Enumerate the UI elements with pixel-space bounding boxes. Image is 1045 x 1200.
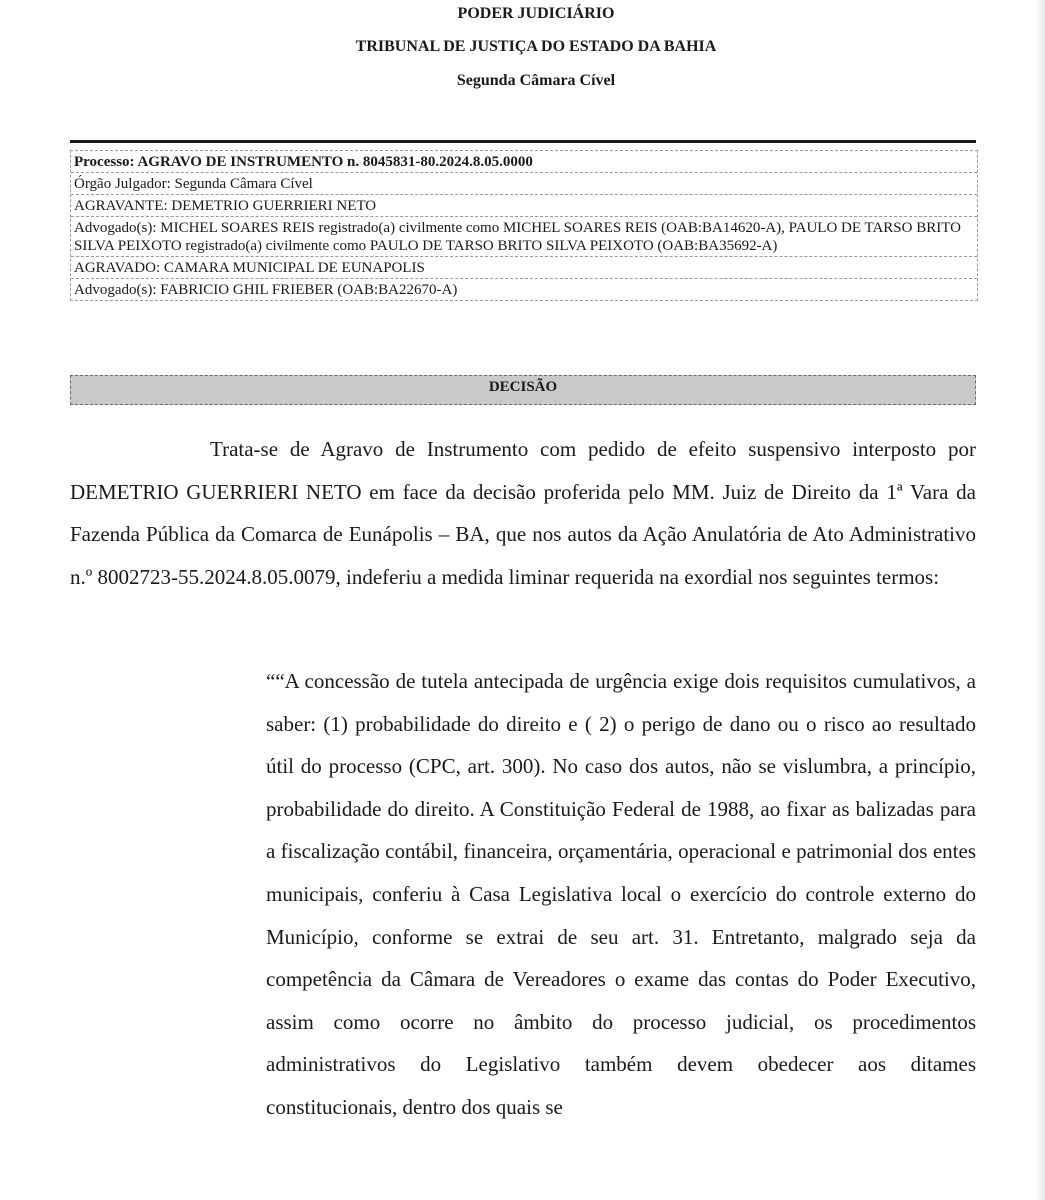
decision-paragraph: Trata-se de Agravo de Instrumento com pedido de efeito suspensivo interposto por DEMETRIO GUERRIERI NETO em face da decisão proferida pelo MM. Juiz de Direito da 1ª Vara da Fazenda Pública da Comarca de Eunápolis – BA, que nos autos da Ação Anulatória de Ato Administrativo n.º 8002723-55.2024.8.05.0079, indeferiu a medida liminar requerida na exordial nos seguintes termos: bbox=[70, 437, 976, 589]
case-number: Processo: AGRAVO DE INSTRUMENTO n. 8045831-80.2024.8.05.0000 bbox=[71, 151, 977, 173]
decision-section-title: DECISÃO bbox=[70, 375, 976, 405]
quoted-excerpt: ““A concessão de tutela antecipada de urgência exige dois requisitos cumulativos, a saber: (1) probabilidade do direito e ( 2) o perigo de dano ou o risco ao resultado útil do processo (CPC, art. 300). No caso dos autos, não se vislumbra, a princípio, probabilidade do direito. A Constituição Federal de 1988, ao fixar as balizadas para a fiscalização contábil, financeira, orçamentária, operacional e patrimonial dos entes municipais, conferiu à Casa Legislativa local o exercício do controle externo do Município, conforme se extrai de seu art. 31. Entretanto, malgrado seja da competência da Câmara de Vereadores o exame das contas do Poder Executivo, assim como ocorre no âmbito do processo judicial, os procedimentos administrativos do Legislativo também devem obedecer aos ditames constitucionais, dentro dos quais se bbox=[266, 669, 976, 1119]
appellee: AGRAVADO: CAMARA MUNICIPAL DE EUNAPOLIS bbox=[71, 257, 977, 279]
header-camara: Segunda Câmara Cível bbox=[456, 72, 616, 89]
case-info-box bbox=[70, 150, 978, 301]
appellant: AGRAVANTE: DEMETRIO GUERRIERI NETO bbox=[71, 195, 977, 217]
page-edge-shadow bbox=[1035, 0, 1045, 1200]
appellant-lawyers: Advogado(s): MICHEL SOARES REIS registrado(a) civilmente como MICHEL SOARES REIS (OAB:BA14620-A), PAULO DE TARSO BRITO SILVA PEIXOTO registrado(a) civilmente como PAULO DE TARSO BRITO SILVA PEIXOTO (OAB:BA35692-A) bbox=[71, 217, 977, 257]
header-tribunal: TRIBUNAL DE JUSTIÇA DO ESTADO DA BAHIA bbox=[355, 38, 717, 55]
appellee-lawyers: Advogado(s): FABRICIO GHIL FRIEBER (OAB:BA22670-A) bbox=[74, 282, 458, 298]
header-divider bbox=[70, 140, 976, 143]
judging-body: Órgão Julgador: Segunda Câmara Cível bbox=[71, 173, 977, 195]
header-poder-judiciario: PODER JUDICIÁRIO bbox=[457, 5, 615, 22]
